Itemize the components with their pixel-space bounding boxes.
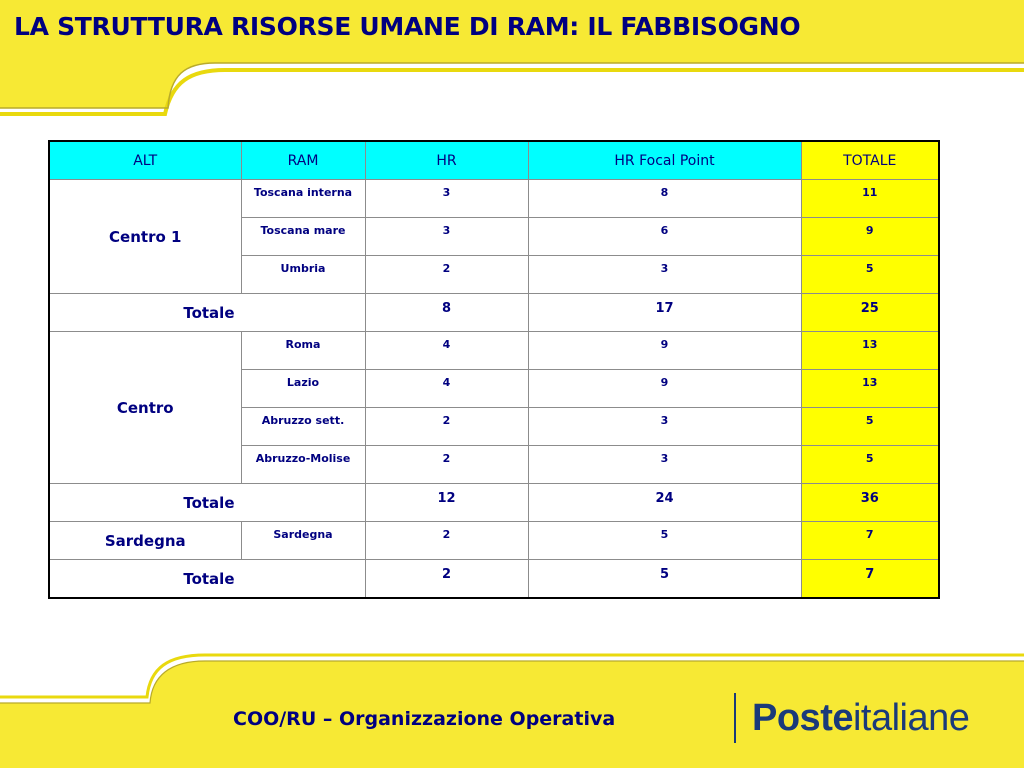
header-ram: RAM <box>241 141 365 180</box>
header-hr: HR <box>365 141 528 180</box>
hr-focal-cell: 9 <box>528 370 801 408</box>
header-alt: ALT <box>49 141 241 180</box>
total-label: Totale <box>49 560 365 599</box>
total-label: Totale <box>49 484 365 522</box>
hr-cell: 2 <box>365 446 528 484</box>
hr-focal-cell: 5 <box>528 522 801 560</box>
totale-cell: 9 <box>801 218 939 256</box>
totale-cell: 11 <box>801 180 939 218</box>
footer-text: COO/RU – Organizzazione Operativa <box>233 708 616 730</box>
hr-cell: 3 <box>365 180 528 218</box>
hr-focal-cell: 3 <box>528 408 801 446</box>
header-row <box>49 141 939 180</box>
total-hr: 12 <box>365 484 528 522</box>
table-row <box>49 522 939 560</box>
hr-cell: 2 <box>365 522 528 560</box>
header-hr-focal-point: HR Focal Point <box>528 141 801 180</box>
total-hr-focal: 5 <box>528 560 801 599</box>
fabbisogno-table <box>48 140 940 599</box>
totale-cell: 7 <box>801 522 939 560</box>
hr-cell: 4 <box>365 370 528 408</box>
total-row <box>49 294 939 332</box>
totale-cell: 5 <box>801 256 939 294</box>
ram-cell: Lazio <box>241 370 365 408</box>
hr-focal-cell: 6 <box>528 218 801 256</box>
ram-cell: Umbria <box>241 256 365 294</box>
alt-cell: Sardegna <box>49 522 241 560</box>
total-totale: 7 <box>801 560 939 599</box>
total-row <box>49 560 939 599</box>
ram-cell: Sardegna <box>241 522 365 560</box>
table-row <box>49 180 939 218</box>
total-hr-focal: 24 <box>528 484 801 522</box>
table-row <box>49 332 939 370</box>
ram-cell: Abruzzo sett. <box>241 408 365 446</box>
alt-cell: Centro <box>49 332 241 484</box>
footer-divider <box>734 693 736 743</box>
total-label: Totale <box>49 294 365 332</box>
hr-focal-cell: 3 <box>528 446 801 484</box>
totale-cell: 5 <box>801 446 939 484</box>
ram-cell: Roma <box>241 332 365 370</box>
totale-cell: 13 <box>801 332 939 370</box>
hr-focal-cell: 9 <box>528 332 801 370</box>
header-totale: TOTALE <box>801 141 939 180</box>
fabbisogno-table-wrapper <box>48 140 940 599</box>
hr-cell: 4 <box>365 332 528 370</box>
hr-focal-cell: 8 <box>528 180 801 218</box>
hr-cell: 2 <box>365 256 528 294</box>
ram-cell: Toscana interna <box>241 180 365 218</box>
total-hr: 8 <box>365 294 528 332</box>
total-totale: 36 <box>801 484 939 522</box>
hr-focal-cell: 3 <box>528 256 801 294</box>
total-row <box>49 484 939 522</box>
alt-cell: Centro 1 <box>49 180 241 294</box>
hr-cell: 3 <box>365 218 528 256</box>
ram-cell: Abruzzo-Molise <box>241 446 365 484</box>
hr-cell: 2 <box>365 408 528 446</box>
ram-cell: Toscana mare <box>241 218 365 256</box>
total-hr: 2 <box>365 560 528 599</box>
totale-cell: 5 <box>801 408 939 446</box>
total-hr-focal: 17 <box>528 294 801 332</box>
posteitaliane-logo <box>752 697 969 740</box>
total-totale: 25 <box>801 294 939 332</box>
totale-cell: 13 <box>801 370 939 408</box>
logo-bold-part: Poste <box>752 697 853 739</box>
logo-light-part: italiane <box>852 697 970 739</box>
slide-title: LA STRUTTURA RISORSE UMANE DI RAM: IL FABBISOGNO <box>14 12 801 41</box>
